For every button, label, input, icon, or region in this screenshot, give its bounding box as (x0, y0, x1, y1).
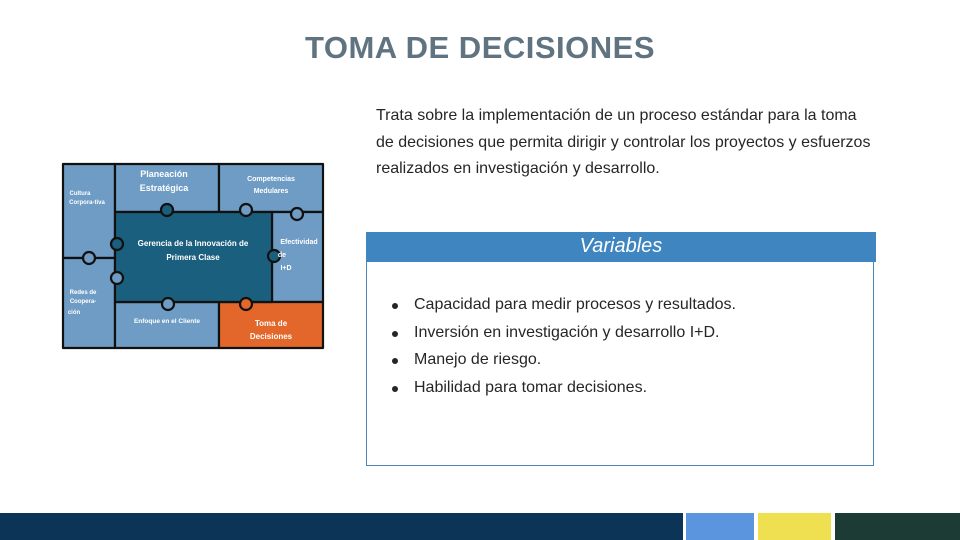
label-efectividad-2: de (277, 252, 287, 259)
slide-title: TOMA DE DECISIONES (304, 30, 656, 65)
footer-segment-yellow (758, 513, 831, 540)
variables-header (366, 232, 876, 262)
puzzle-piece-cultura (63, 164, 115, 258)
label-cultura-2: Corpora-tiva (69, 200, 105, 206)
bullet-icon (392, 331, 398, 337)
bullet-icon (392, 386, 398, 392)
label-redes-2: Coopera- (69, 299, 97, 305)
label-planeacion-2: Estratégica (139, 183, 189, 193)
footer-bar (0, 513, 960, 540)
label-toma-2: Decisiones (249, 332, 293, 341)
label-center-2: Primera Clase (166, 253, 220, 262)
variables-list (392, 296, 736, 406)
label-cultura-1: Cultura (69, 191, 91, 197)
intro-paragraph: Trata sobre la implementación de un proceso estándar para la toma de decisiones que permita dirigir y controlar los proyectos y esfuerzos realizados en investigación y desarrollo. (376, 107, 871, 177)
variables-header-label: Variables (579, 235, 663, 257)
footer-segment-navy (0, 513, 683, 540)
label-redes-1: Redes de (69, 290, 97, 296)
label-efectividad-1: Efectividad (280, 239, 318, 246)
label-enfoque: Enfoque en el Cliente (133, 318, 201, 325)
label-toma-1: Toma de (254, 319, 288, 328)
list-item: Manejo de riesgo. (392, 351, 736, 379)
footer-segment-blue (686, 513, 754, 540)
puzzle-diagram (60, 160, 326, 352)
list-item: Capacidad para medir procesos y resultados. (392, 296, 736, 324)
list-item: Inversión en investigación y desarrollo I+D. (392, 324, 736, 352)
label-competencias-1: Competencias (247, 176, 295, 183)
label-competencias-2: Medulares (253, 188, 289, 195)
label-efectividad-3: I+D (280, 265, 292, 272)
label-redes-3: ción (67, 310, 81, 316)
label-center-1: Gerencia de la Innovación de (137, 239, 249, 248)
bullet-icon (392, 303, 398, 309)
footer-segment-green (835, 513, 960, 540)
list-item: Habilidad para tomar decisiones. (392, 379, 736, 407)
bullet-icon (392, 358, 398, 364)
label-planeacion-1: Planeación (140, 169, 188, 179)
